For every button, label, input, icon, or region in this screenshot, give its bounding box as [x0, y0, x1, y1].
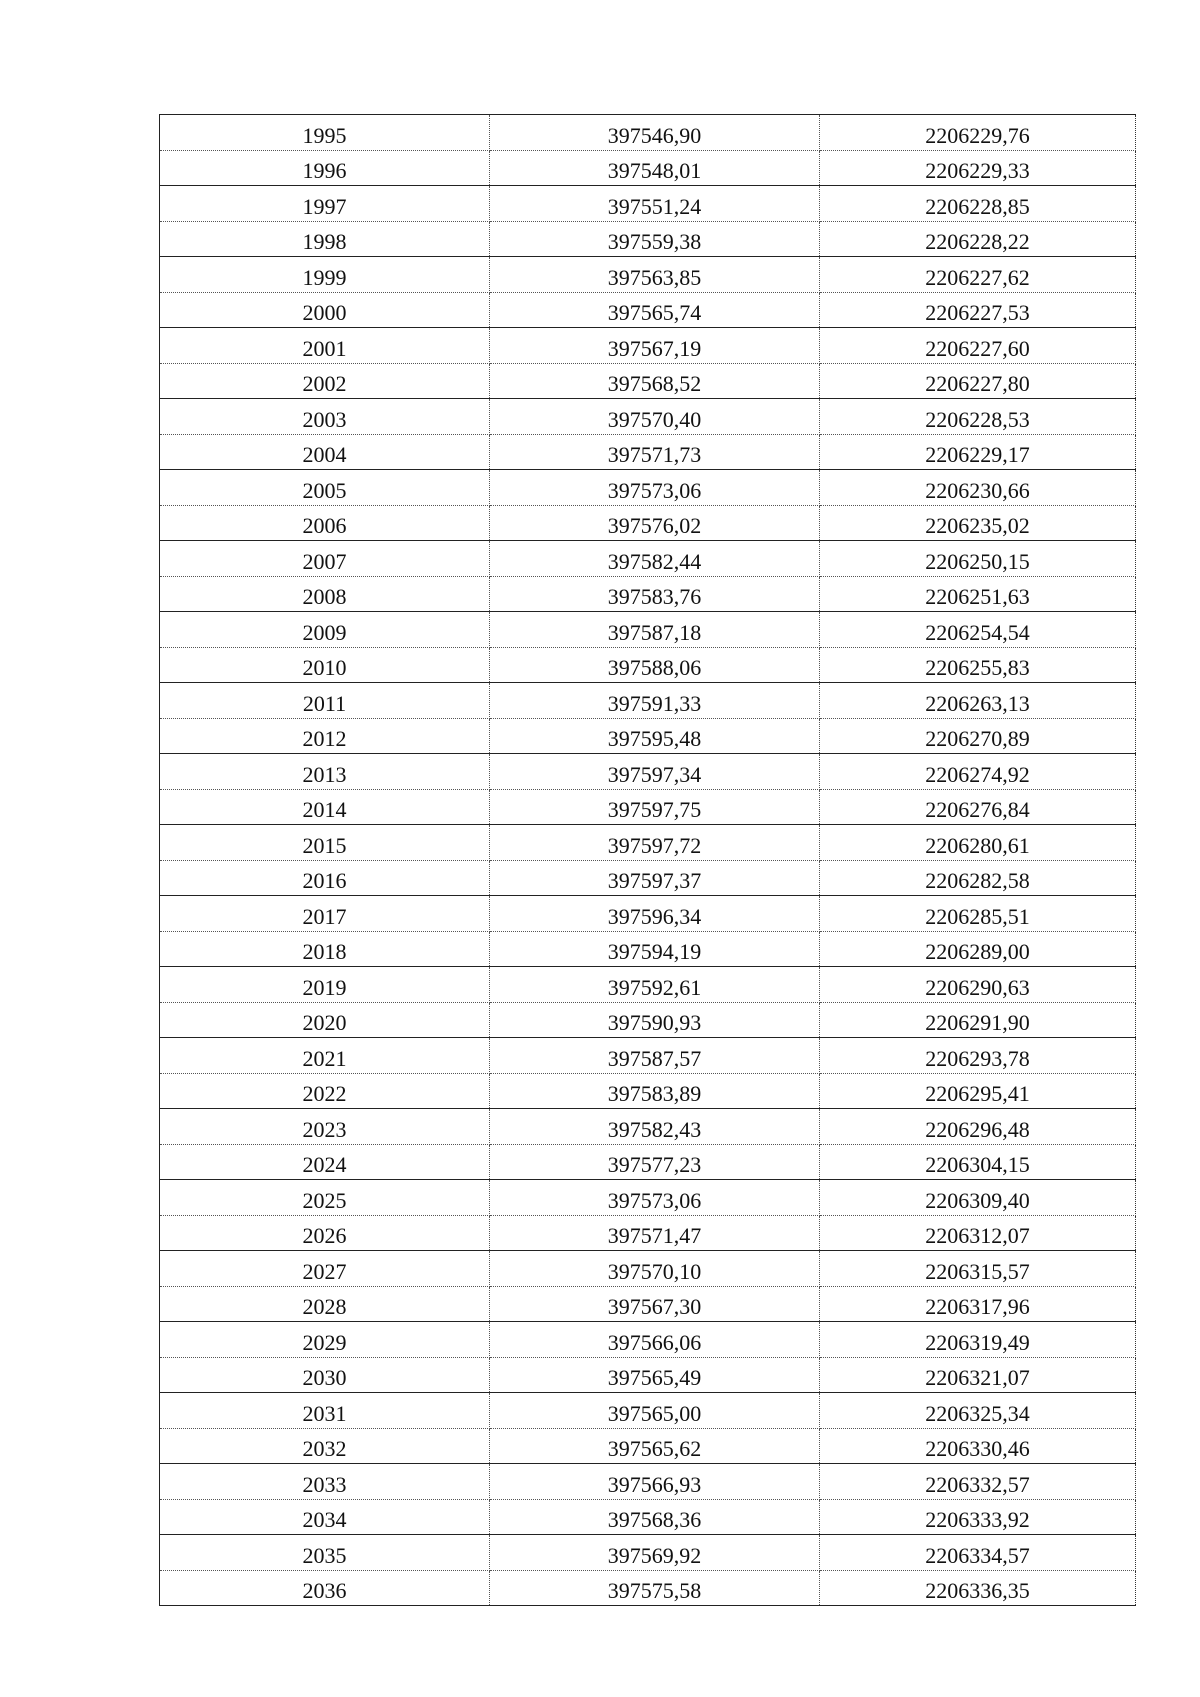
y-coordinate-cell: 2206227,80	[820, 363, 1136, 399]
y-coordinate-cell: 2206285,51	[820, 896, 1136, 932]
point-number-cell: 2021	[160, 1038, 490, 1074]
y-coordinate-cell: 2206330,46	[820, 1428, 1136, 1464]
point-number-cell: 2025	[160, 1180, 490, 1216]
y-coordinate-cell: 2206263,13	[820, 683, 1136, 719]
y-coordinate-cell: 2206332,57	[820, 1464, 1136, 1500]
y-coordinate-cell: 2206325,34	[820, 1393, 1136, 1429]
x-coordinate-cell: 397587,18	[490, 612, 820, 648]
x-coordinate-cell: 397588,06	[490, 647, 820, 683]
point-number-cell: 1998	[160, 221, 490, 257]
y-coordinate-cell: 2206309,40	[820, 1180, 1136, 1216]
x-coordinate-cell: 397597,37	[490, 860, 820, 896]
point-number-cell: 2009	[160, 612, 490, 648]
x-coordinate-cell: 397548,01	[490, 150, 820, 186]
y-coordinate-cell: 2206282,58	[820, 860, 1136, 896]
table-row	[160, 1464, 1136, 1500]
table-row	[160, 221, 1136, 257]
x-coordinate-cell: 397582,44	[490, 541, 820, 577]
point-number-cell: 1999	[160, 257, 490, 293]
x-coordinate-cell: 397583,89	[490, 1073, 820, 1109]
point-number-cell: 2023	[160, 1109, 490, 1145]
table-row	[160, 1109, 1136, 1145]
table-row	[160, 754, 1136, 790]
y-coordinate-cell: 2206317,96	[820, 1286, 1136, 1322]
coordinates-table	[159, 114, 1136, 1606]
y-coordinate-cell: 2206333,92	[820, 1499, 1136, 1535]
table-row	[160, 683, 1136, 719]
point-number-cell: 2015	[160, 825, 490, 861]
point-number-cell: 2011	[160, 683, 490, 719]
table-row	[160, 1393, 1136, 1429]
table-row	[160, 1357, 1136, 1393]
point-number-cell: 2005	[160, 470, 490, 506]
y-coordinate-cell: 2206255,83	[820, 647, 1136, 683]
x-coordinate-cell: 397573,06	[490, 1180, 820, 1216]
x-coordinate-cell: 397573,06	[490, 470, 820, 506]
point-number-cell: 2007	[160, 541, 490, 577]
table-row	[160, 825, 1136, 861]
x-coordinate-cell: 397591,33	[490, 683, 820, 719]
x-coordinate-cell: 397575,58	[490, 1570, 820, 1606]
y-coordinate-cell: 2206251,63	[820, 576, 1136, 612]
x-coordinate-cell: 397583,76	[490, 576, 820, 612]
x-coordinate-cell: 397597,75	[490, 789, 820, 825]
y-coordinate-cell: 2206290,63	[820, 967, 1136, 1003]
table-row	[160, 505, 1136, 541]
point-number-cell: 1997	[160, 186, 490, 222]
x-coordinate-cell: 397546,90	[490, 115, 820, 151]
table-row	[160, 186, 1136, 222]
y-coordinate-cell: 2206293,78	[820, 1038, 1136, 1074]
table-row	[160, 789, 1136, 825]
point-number-cell: 2010	[160, 647, 490, 683]
point-number-cell: 2001	[160, 328, 490, 364]
point-number-cell: 2030	[160, 1357, 490, 1393]
table-row	[160, 328, 1136, 364]
y-coordinate-cell: 2206276,84	[820, 789, 1136, 825]
y-coordinate-cell: 2206227,53	[820, 292, 1136, 328]
x-coordinate-cell: 397551,24	[490, 186, 820, 222]
y-coordinate-cell: 2206227,60	[820, 328, 1136, 364]
table-row	[160, 647, 1136, 683]
x-coordinate-cell: 397567,30	[490, 1286, 820, 1322]
x-coordinate-cell: 397597,34	[490, 754, 820, 790]
point-number-cell: 2034	[160, 1499, 490, 1535]
point-number-cell: 2028	[160, 1286, 490, 1322]
table-row	[160, 434, 1136, 470]
point-number-cell: 1996	[160, 150, 490, 186]
point-number-cell: 2002	[160, 363, 490, 399]
table-row	[160, 718, 1136, 754]
table-row	[160, 860, 1136, 896]
point-number-cell: 2036	[160, 1570, 490, 1606]
y-coordinate-cell: 2206270,89	[820, 718, 1136, 754]
x-coordinate-cell: 397565,74	[490, 292, 820, 328]
table-row	[160, 1322, 1136, 1358]
x-coordinate-cell: 397592,61	[490, 967, 820, 1003]
x-coordinate-cell: 397566,06	[490, 1322, 820, 1358]
table-row	[160, 612, 1136, 648]
table-row	[160, 150, 1136, 186]
point-number-cell: 2035	[160, 1535, 490, 1571]
table-row	[160, 1180, 1136, 1216]
x-coordinate-cell: 397565,49	[490, 1357, 820, 1393]
y-coordinate-cell: 2206274,92	[820, 754, 1136, 790]
x-coordinate-cell: 397590,93	[490, 1002, 820, 1038]
x-coordinate-cell: 397595,48	[490, 718, 820, 754]
table-row	[160, 1286, 1136, 1322]
table-row	[160, 1073, 1136, 1109]
x-coordinate-cell: 397596,34	[490, 896, 820, 932]
point-number-cell: 2018	[160, 931, 490, 967]
point-number-cell: 2008	[160, 576, 490, 612]
x-coordinate-cell: 397594,19	[490, 931, 820, 967]
point-number-cell: 1995	[160, 115, 490, 151]
y-coordinate-cell: 2206230,66	[820, 470, 1136, 506]
x-coordinate-cell: 397571,73	[490, 434, 820, 470]
point-number-cell: 2019	[160, 967, 490, 1003]
y-coordinate-cell: 2206229,17	[820, 434, 1136, 470]
table-row	[160, 1144, 1136, 1180]
y-coordinate-cell: 2206321,07	[820, 1357, 1136, 1393]
y-coordinate-cell: 2206228,53	[820, 399, 1136, 435]
point-number-cell: 2027	[160, 1251, 490, 1287]
coordinates-table-body	[160, 115, 1136, 1606]
point-number-cell: 2013	[160, 754, 490, 790]
y-coordinate-cell: 2206250,15	[820, 541, 1136, 577]
point-number-cell: 2016	[160, 860, 490, 896]
x-coordinate-cell: 397566,93	[490, 1464, 820, 1500]
y-coordinate-cell: 2206289,00	[820, 931, 1136, 967]
table-row	[160, 541, 1136, 577]
x-coordinate-cell: 397571,47	[490, 1215, 820, 1251]
y-coordinate-cell: 2206304,15	[820, 1144, 1136, 1180]
y-coordinate-cell: 2206229,76	[820, 115, 1136, 151]
y-coordinate-cell: 2206315,57	[820, 1251, 1136, 1287]
x-coordinate-cell: 397567,19	[490, 328, 820, 364]
point-number-cell: 2017	[160, 896, 490, 932]
y-coordinate-cell: 2206280,61	[820, 825, 1136, 861]
point-number-cell: 2004	[160, 434, 490, 470]
x-coordinate-cell: 397568,52	[490, 363, 820, 399]
point-number-cell: 2000	[160, 292, 490, 328]
y-coordinate-cell: 2206291,90	[820, 1002, 1136, 1038]
table-row	[160, 292, 1136, 328]
x-coordinate-cell: 397559,38	[490, 221, 820, 257]
table-row	[160, 363, 1136, 399]
table-row	[160, 576, 1136, 612]
y-coordinate-cell: 2206319,49	[820, 1322, 1136, 1358]
y-coordinate-cell: 2206336,35	[820, 1570, 1136, 1606]
x-coordinate-cell: 397565,00	[490, 1393, 820, 1429]
x-coordinate-cell: 397577,23	[490, 1144, 820, 1180]
y-coordinate-cell: 2206334,57	[820, 1535, 1136, 1571]
point-number-cell: 2022	[160, 1073, 490, 1109]
y-coordinate-cell: 2206254,54	[820, 612, 1136, 648]
point-number-cell: 2031	[160, 1393, 490, 1429]
point-number-cell: 2020	[160, 1002, 490, 1038]
y-coordinate-cell: 2206295,41	[820, 1073, 1136, 1109]
table-row	[160, 1002, 1136, 1038]
y-coordinate-cell: 2206229,33	[820, 150, 1136, 186]
x-coordinate-cell: 397597,72	[490, 825, 820, 861]
point-number-cell: 2033	[160, 1464, 490, 1500]
x-coordinate-cell: 397568,36	[490, 1499, 820, 1535]
table-row	[160, 931, 1136, 967]
point-number-cell: 2029	[160, 1322, 490, 1358]
x-coordinate-cell: 397570,10	[490, 1251, 820, 1287]
table-row	[160, 1038, 1136, 1074]
point-number-cell: 2006	[160, 505, 490, 541]
point-number-cell: 2003	[160, 399, 490, 435]
table-row	[160, 1535, 1136, 1571]
y-coordinate-cell: 2206228,85	[820, 186, 1136, 222]
table-row	[160, 1428, 1136, 1464]
point-number-cell: 2032	[160, 1428, 490, 1464]
point-number-cell: 2024	[160, 1144, 490, 1180]
point-number-cell: 2012	[160, 718, 490, 754]
x-coordinate-cell: 397570,40	[490, 399, 820, 435]
table-row	[160, 1499, 1136, 1535]
x-coordinate-cell: 397582,43	[490, 1109, 820, 1145]
table-row	[160, 896, 1136, 932]
y-coordinate-cell: 2206296,48	[820, 1109, 1136, 1145]
x-coordinate-cell: 397587,57	[490, 1038, 820, 1074]
x-coordinate-cell: 397569,92	[490, 1535, 820, 1571]
y-coordinate-cell: 2206312,07	[820, 1215, 1136, 1251]
x-coordinate-cell: 397563,85	[490, 257, 820, 293]
table-row	[160, 967, 1136, 1003]
y-coordinate-cell: 2206235,02	[820, 505, 1136, 541]
table-row	[160, 257, 1136, 293]
table-row	[160, 1570, 1136, 1606]
y-coordinate-cell: 2206228,22	[820, 221, 1136, 257]
table-row	[160, 115, 1136, 151]
table-row	[160, 1215, 1136, 1251]
table-row	[160, 399, 1136, 435]
point-number-cell: 2014	[160, 789, 490, 825]
y-coordinate-cell: 2206227,62	[820, 257, 1136, 293]
x-coordinate-cell: 397565,62	[490, 1428, 820, 1464]
point-number-cell: 2026	[160, 1215, 490, 1251]
table-row	[160, 470, 1136, 506]
x-coordinate-cell: 397576,02	[490, 505, 820, 541]
table-row	[160, 1251, 1136, 1287]
